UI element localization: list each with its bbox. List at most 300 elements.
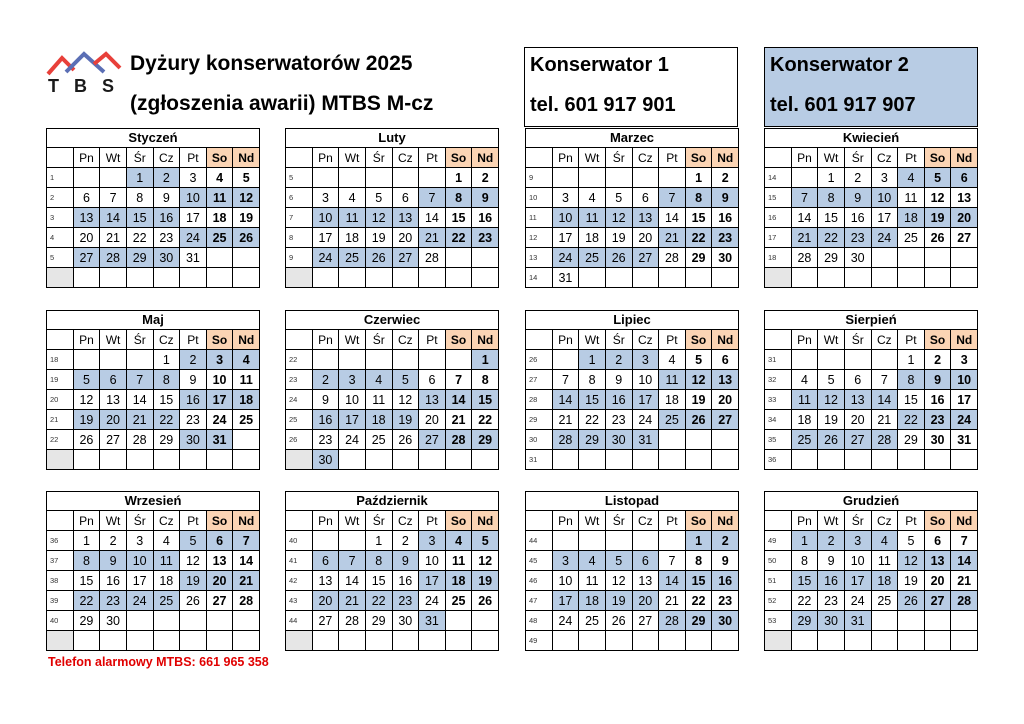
week-row [765,410,978,430]
weekday-header: Nd [712,330,739,350]
day-cell: 29 [818,248,845,268]
day-cell: 9 [153,188,180,208]
day-cell: 26 [365,248,392,268]
day-cell: 15 [365,571,392,591]
week-number: 47 [526,591,553,611]
day-cell [632,268,659,288]
weekday-header: Śr [844,148,871,168]
weekday-header: Wt [100,511,127,531]
weekday-header: Pt [419,148,446,168]
day-cell: 9 [100,551,127,571]
weekday-header: Pn [73,511,100,531]
day-cell: 24 [844,591,871,611]
week-number-header [286,511,313,531]
day-cell: 16 [844,208,871,228]
week-row [765,248,978,268]
day-cell [365,268,392,288]
day-cell: 27 [206,591,233,611]
day-cell [339,268,366,288]
day-cell [659,268,686,288]
week-number [47,631,74,651]
day-cell: 5 [685,350,712,370]
day-cell: 13 [844,390,871,410]
month-calendar [525,128,739,288]
day-cell: 13 [632,571,659,591]
day-cell [126,631,153,651]
weekday-header: Cz [871,330,898,350]
day-cell: 24 [552,611,579,631]
day-cell: 7 [126,370,153,390]
day-cell: 11 [579,208,606,228]
week-number: 36 [47,531,74,551]
weekday-header: Wt [818,330,845,350]
day-cell: 30 [712,611,739,631]
day-cell: 28 [445,430,472,450]
day-cell: 14 [871,390,898,410]
day-cell: 30 [924,430,951,450]
day-cell [951,268,978,288]
month-calendar [764,128,978,288]
day-cell: 3 [180,168,207,188]
day-cell: 8 [685,551,712,571]
week-row [47,228,260,248]
day-cell [365,631,392,651]
week-number: 39 [47,591,74,611]
day-cell [552,350,579,370]
day-cell: 6 [712,350,739,370]
week-row [526,168,739,188]
day-cell: 1 [791,531,818,551]
day-cell: 2 [100,531,127,551]
day-cell [126,611,153,631]
day-cell: 19 [392,410,419,430]
day-cell: 14 [659,208,686,228]
week-number: 17 [765,228,792,248]
weekday-header: Cz [153,511,180,531]
day-cell: 14 [339,571,366,591]
day-cell: 13 [419,390,446,410]
week-number: 36 [765,450,792,470]
day-cell: 18 [153,571,180,591]
month-table [285,128,499,288]
day-cell: 11 [659,370,686,390]
day-cell [312,631,339,651]
week-number: 26 [286,430,313,450]
day-cell [685,450,712,470]
day-cell: 5 [898,531,925,551]
month-calendar [764,310,978,470]
day-cell [445,350,472,370]
day-cell [206,631,233,651]
week-row [286,410,499,430]
day-cell: 6 [73,188,100,208]
day-cell [579,631,606,651]
day-cell: 24 [552,248,579,268]
week-number: 32 [765,370,792,390]
day-cell: 19 [818,410,845,430]
day-cell [818,450,845,470]
weekday-header: Wt [579,330,606,350]
day-cell: 4 [339,188,366,208]
day-cell [206,248,233,268]
day-cell [100,450,127,470]
day-cell: 26 [605,248,632,268]
day-cell: 29 [579,430,606,450]
weekday-header: Cz [153,330,180,350]
day-cell: 3 [312,188,339,208]
day-cell: 20 [419,410,446,430]
month-table [285,491,499,651]
day-cell: 15 [898,390,925,410]
week-number: 42 [286,571,313,591]
day-cell: 10 [339,390,366,410]
week-number: 53 [765,611,792,631]
day-cell [472,268,499,288]
day-cell [924,268,951,288]
day-cell: 21 [126,410,153,430]
week-number: 49 [765,531,792,551]
weekday-header: Pn [791,148,818,168]
day-cell: 26 [180,591,207,611]
weekday-header: Pn [791,330,818,350]
day-cell: 17 [552,228,579,248]
day-cell: 17 [632,390,659,410]
week-row [47,410,260,430]
day-cell: 10 [206,370,233,390]
day-cell [419,631,446,651]
day-cell: 1 [685,168,712,188]
day-cell [445,450,472,470]
day-cell: 17 [552,591,579,611]
day-cell: 9 [712,188,739,208]
day-cell: 13 [632,208,659,228]
day-cell: 24 [312,248,339,268]
week-row [47,631,260,651]
day-cell [339,450,366,470]
week-number: 10 [526,188,553,208]
day-cell: 3 [844,531,871,551]
day-cell [100,631,127,651]
weekday-header: So [206,511,233,531]
weekday-header: Wt [818,148,845,168]
weekday-header: Pn [312,330,339,350]
weekday-header: Śr [365,330,392,350]
weekday-header: Pn [791,511,818,531]
day-cell: 23 [180,410,207,430]
week-number [765,268,792,288]
day-cell: 20 [924,571,951,591]
week-number-header [526,330,553,350]
day-cell: 11 [791,390,818,410]
weekday-header: Cz [632,148,659,168]
day-cell: 31 [632,430,659,450]
day-cell: 20 [632,228,659,248]
day-cell: 8 [153,370,180,390]
day-cell: 26 [685,410,712,430]
day-cell: 17 [339,410,366,430]
month-calendar [46,491,260,651]
day-cell [180,631,207,651]
day-cell: 24 [339,430,366,450]
conservator-2-phone: tel. 601 917 907 [770,94,916,116]
weekday-header: Nd [951,148,978,168]
day-cell: 1 [153,350,180,370]
day-cell: 26 [898,591,925,611]
day-cell: 23 [605,410,632,430]
week-row [286,268,499,288]
day-cell: 7 [951,531,978,551]
weekday-header: So [685,511,712,531]
weekday-header: So [445,148,472,168]
weekday-header: Śr [605,330,632,350]
day-cell: 23 [712,591,739,611]
day-cell: 27 [844,430,871,450]
conservator-1-name: Konserwator 1 [530,54,669,76]
week-row [765,228,978,248]
day-cell: 15 [685,208,712,228]
week-row [526,208,739,228]
day-cell [365,450,392,470]
week-row [526,531,739,551]
day-cell: 16 [312,410,339,430]
day-cell [579,450,606,470]
weekday-header: Nd [233,148,260,168]
day-cell [233,611,260,631]
day-cell [445,268,472,288]
day-cell [552,531,579,551]
day-cell: 13 [73,208,100,228]
week-number: 9 [286,248,313,268]
day-cell [392,631,419,651]
day-cell: 22 [898,410,925,430]
week-row [765,268,978,288]
day-cell [233,248,260,268]
week-number: 21 [47,410,74,430]
weekday-header: Cz [632,330,659,350]
week-number-header [765,330,792,350]
weekday-header: Wt [100,330,127,350]
day-cell: 24 [871,228,898,248]
day-cell: 3 [871,168,898,188]
day-cell [419,350,446,370]
month-calendar [285,310,499,470]
day-cell: 3 [419,531,446,551]
day-cell: 16 [605,390,632,410]
day-cell: 16 [712,571,739,591]
day-cell: 29 [898,430,925,450]
day-cell: 12 [233,188,260,208]
day-cell: 11 [898,188,925,208]
day-cell: 6 [632,551,659,571]
day-cell: 6 [100,370,127,390]
day-cell: 15 [445,208,472,228]
day-cell: 19 [73,410,100,430]
day-cell [898,248,925,268]
day-cell: 30 [844,248,871,268]
week-row [47,168,260,188]
day-cell [632,450,659,470]
day-cell [871,350,898,370]
day-cell [605,531,632,551]
day-cell: 19 [233,208,260,228]
weekday-header: So [206,148,233,168]
day-cell: 12 [898,551,925,571]
day-cell: 2 [712,168,739,188]
day-cell [579,168,606,188]
day-cell: 3 [632,350,659,370]
day-cell: 12 [365,208,392,228]
day-cell: 27 [924,591,951,611]
weekday-header: Cz [392,330,419,350]
day-cell: 15 [126,208,153,228]
alarm-phone: Telefon alarmowy MTBS: 661 965 358 [48,655,269,669]
month-name: Luty [286,129,499,148]
day-cell: 1 [472,350,499,370]
day-cell: 1 [445,168,472,188]
week-number: 13 [526,248,553,268]
week-number: 14 [765,168,792,188]
day-cell: 17 [419,571,446,591]
week-number: 15 [765,188,792,208]
weekday-header: So [206,330,233,350]
day-cell: 30 [712,248,739,268]
week-row [47,450,260,470]
day-cell: 11 [365,390,392,410]
weekday-header: Pn [312,148,339,168]
day-cell: 29 [472,430,499,450]
week-row [286,370,499,390]
day-cell: 7 [659,551,686,571]
day-cell: 22 [791,591,818,611]
day-cell [898,268,925,288]
week-row [526,228,739,248]
day-cell: 30 [153,248,180,268]
day-cell: 5 [605,551,632,571]
day-cell: 28 [659,611,686,631]
day-cell: 14 [552,390,579,410]
weekday-header: Cz [392,511,419,531]
week-number [765,631,792,651]
week-row [286,248,499,268]
day-cell: 21 [419,228,446,248]
day-cell: 17 [126,571,153,591]
day-cell: 28 [419,248,446,268]
day-cell: 10 [844,551,871,571]
day-cell: 20 [951,208,978,228]
day-cell: 14 [126,390,153,410]
day-cell: 30 [818,611,845,631]
day-cell: 11 [233,370,260,390]
weekday-header: Nd [472,148,499,168]
day-cell: 20 [392,228,419,248]
week-number: 18 [765,248,792,268]
week-number: 7 [286,208,313,228]
week-row [526,390,739,410]
day-cell: 25 [579,248,606,268]
week-number: 18 [47,350,74,370]
day-cell [924,248,951,268]
week-number: 38 [47,571,74,591]
weekday-header: Pt [419,330,446,350]
day-cell: 30 [100,611,127,631]
weekday-header: Pn [312,511,339,531]
day-cell: 26 [818,430,845,450]
day-cell [924,611,951,631]
weekday-header: So [924,148,951,168]
weekday-header: Pt [659,330,686,350]
week-row [765,370,978,390]
day-cell: 25 [871,591,898,611]
weekday-header: Nd [712,511,739,531]
week-number [47,268,74,288]
week-number: 24 [286,390,313,410]
day-cell [632,631,659,651]
day-cell: 4 [579,188,606,208]
day-cell: 7 [339,551,366,571]
day-cell: 14 [100,208,127,228]
day-cell: 21 [552,410,579,430]
day-cell: 10 [871,188,898,208]
day-cell: 19 [605,228,632,248]
day-cell: 1 [73,531,100,551]
day-cell [924,450,951,470]
day-cell: 2 [392,531,419,551]
week-number: 37 [47,551,74,571]
day-cell: 11 [579,571,606,591]
weekday-header: Pn [73,148,100,168]
day-cell: 5 [472,531,499,551]
day-cell: 12 [605,571,632,591]
week-row [47,370,260,390]
day-cell [871,268,898,288]
day-cell [712,268,739,288]
day-cell: 10 [552,571,579,591]
day-cell [791,631,818,651]
day-cell: 24 [632,410,659,430]
day-cell: 19 [685,390,712,410]
day-cell: 9 [392,551,419,571]
day-cell: 7 [419,188,446,208]
weekday-header: Wt [579,148,606,168]
day-cell [605,631,632,651]
day-cell: 6 [206,531,233,551]
weekday-header: Nd [233,511,260,531]
day-cell: 23 [312,430,339,450]
day-cell: 12 [73,390,100,410]
day-cell [100,268,127,288]
day-cell: 7 [445,370,472,390]
day-cell: 14 [233,551,260,571]
day-cell [605,450,632,470]
day-cell: 19 [605,591,632,611]
day-cell: 17 [951,390,978,410]
weekday-header: Śr [605,511,632,531]
weekday-header: Nd [712,148,739,168]
week-row [765,591,978,611]
day-cell: 2 [472,168,499,188]
day-cell [100,350,127,370]
day-cell: 5 [180,531,207,551]
day-cell: 3 [126,531,153,551]
day-cell [472,611,499,631]
weekday-header: Cz [871,511,898,531]
day-cell: 20 [100,410,127,430]
day-cell: 10 [552,208,579,228]
week-number: 11 [526,208,553,228]
day-cell: 21 [445,410,472,430]
week-row [526,248,739,268]
weekday-header: Pt [898,511,925,531]
